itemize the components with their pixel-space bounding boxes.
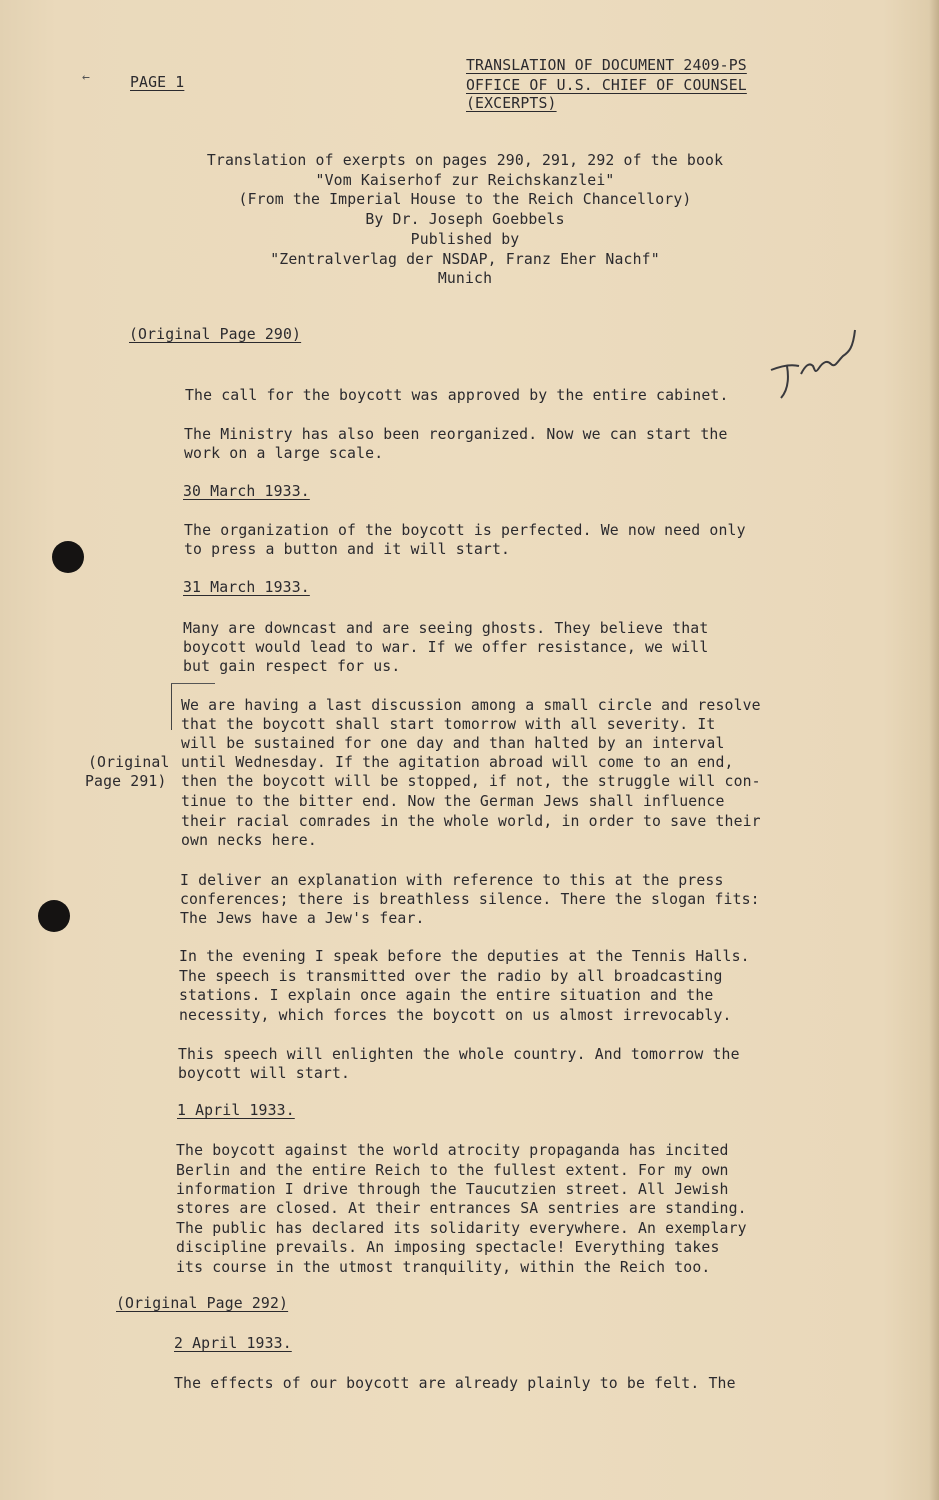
- date-heading-2-april: 2 April 1933.: [174, 1335, 292, 1352]
- page-edge-shadow: [929, 0, 939, 1500]
- para-boycott-line-5: The public has declared its solidarity everywhere. An exemplary: [176, 1220, 747, 1237]
- para-explanation-line-3: The Jews have a Jew's fear.: [180, 910, 425, 927]
- para-speech-line-4: necessity, which forces the boycott on us almost irrevocably.: [179, 1007, 732, 1024]
- para-boycott-line-3: information I drive through the Taucutzien street. All Jewish: [176, 1181, 729, 1198]
- intro-line: "Vom Kaiserhof zur Reichskanzlei": [315, 171, 615, 189]
- intro-line: Munich: [437, 270, 493, 288]
- para-speech-line-2: The speech is transmitted over the radio by all broadcasting: [179, 968, 723, 985]
- para-downcast-line-1: Many are downcast and are seeing ghosts. They believe that: [183, 620, 709, 637]
- para-discussion-line-8: own necks here.: [181, 832, 317, 849]
- doc-title-line-1: TRANSLATION OF DOCUMENT 2409-PS: [466, 57, 747, 74]
- para-organization-line-2: to press a button and it will start.: [184, 541, 511, 558]
- date-heading-30-march: 30 March 1933.: [183, 483, 310, 500]
- para-boycott-line-4: stores are closed. At their entrances SA sentries are standing.: [176, 1200, 747, 1217]
- intro-line: (From the Imperial House to the Reich Chancellory): [238, 191, 692, 209]
- para-cabinet-approval: The call for the boycott was approved by the entire cabinet.: [185, 387, 729, 404]
- para-enlighten-line-2: boycott will start.: [178, 1065, 351, 1082]
- para-enlighten-line-1: This speech will enlighten the whole country. And tomorrow the: [178, 1046, 740, 1063]
- para-discussion-line-4: until Wednesday. If the agitation abroad will come to an end,: [181, 754, 734, 771]
- para-ministry-line-2: work on a large scale.: [184, 445, 384, 462]
- punch-hole-top: [52, 541, 84, 573]
- intro-block: [140, 151, 790, 289]
- doc-title-line-2: OFFICE OF U.S. CHIEF OF COUNSEL: [466, 77, 747, 94]
- para-discussion-line-7: their racial comrades in the whole world, in order to save their: [181, 813, 761, 830]
- para-boycott-line-2: Berlin and the entire Reich to the fullest extent. For my own: [176, 1162, 729, 1179]
- para-discussion-line-3: will be sustained for one day and than halted by an interval: [181, 735, 725, 752]
- intro-line: "Zentralverlag der NSDAP, Franz Eher Nachf": [270, 250, 660, 268]
- original-page-291-label-line-2: Page 291): [85, 773, 167, 790]
- intro-line: Translation of exerpts on pages 290, 291, 292 of the book: [206, 152, 724, 169]
- original-page-291-label-line-1: (Original: [88, 754, 170, 771]
- para-downcast-line-2: boycott would lead to war. If we offer resistance, we will: [183, 639, 709, 656]
- para-boycott-line-1: The boycott against the world atrocity propaganda has incited: [176, 1142, 729, 1159]
- date-heading-31-march: 31 March 1933.: [183, 579, 310, 596]
- margin-bracket-top-stroke: [171, 683, 215, 684]
- para-ministry-line-1: The Ministry has also been reorganized. Now we can start the: [184, 426, 728, 443]
- para-explanation-line-2: conferences; there is breathless silence. There the slogan fits:: [180, 891, 760, 908]
- intro-line: By Dr. Joseph Goebbels: [365, 211, 565, 229]
- para-downcast-line-3: but gain respect for us.: [183, 658, 401, 675]
- original-page-292-label: (Original Page 292): [116, 1295, 289, 1312]
- margin-tick-mark: ←: [82, 70, 90, 85]
- handwritten-initials-mark: [765, 322, 865, 402]
- para-boycott-line-6: discipline prevails. An imposing spectacle! Everything takes: [176, 1239, 720, 1256]
- intro-line: Published by: [410, 230, 520, 248]
- para-organization-line-1: The organization of the boycott is perfected. We now need only: [184, 522, 746, 539]
- para-boycott-line-7: its course in the utmost tranquility, within the Reich too.: [176, 1259, 711, 1276]
- para-discussion-line-5: then the boycott will be stopped, if not, the struggle will con-: [181, 773, 761, 790]
- para-effects-line-1: The effects of our boycott are already plainly to be felt. The: [174, 1375, 736, 1392]
- margin-bracket-mark: [171, 684, 172, 730]
- doc-title-line-3: (EXCERPTS): [466, 95, 557, 112]
- punch-hole-bottom: [38, 900, 70, 932]
- date-heading-1-april: 1 April 1933.: [177, 1102, 295, 1119]
- original-page-290-label: (Original Page 290): [129, 326, 302, 343]
- para-explanation-line-1: I deliver an explanation with reference to this at the press: [180, 872, 724, 889]
- para-speech-line-3: stations. I explain once again the entire situation and the: [179, 987, 714, 1004]
- para-discussion-line-6: tinue to the bitter end. Now the German Jews shall influence: [181, 793, 725, 810]
- para-discussion-line-2: that the boycott shall start tomorrow with all severity. It: [181, 716, 716, 733]
- para-discussion-line-1: We are having a last discussion among a small circle and resolve: [181, 697, 761, 714]
- page-label: PAGE 1: [130, 74, 185, 91]
- para-speech-line-1: In the evening I speak before the deputies at the Tennis Halls.: [179, 948, 750, 965]
